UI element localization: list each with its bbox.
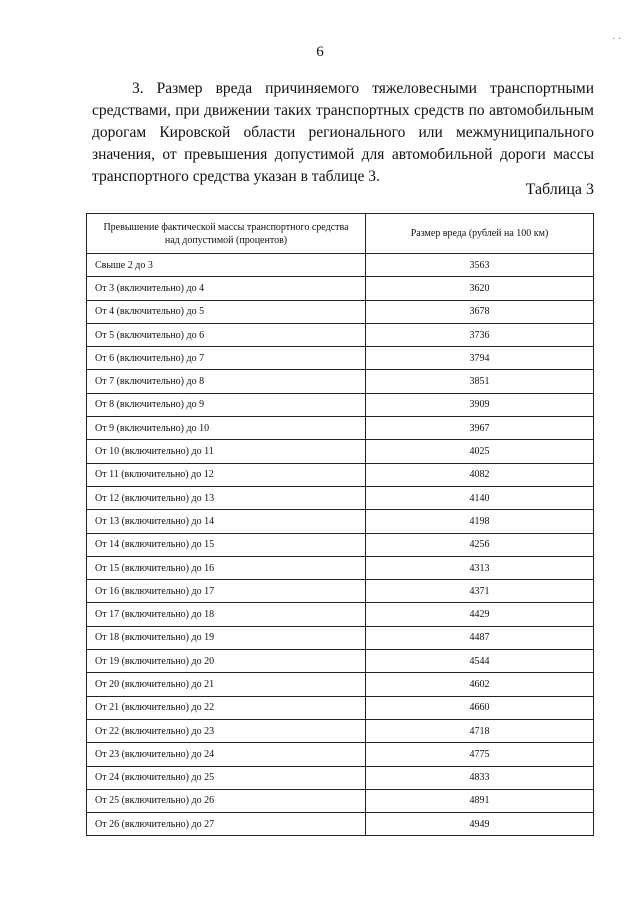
table-row [87, 813, 594, 836]
row-value: 3678 [366, 300, 594, 323]
row-value: 4718 [366, 719, 594, 742]
table-caption: Таблица 3 [525, 181, 594, 198]
table-row [87, 766, 594, 789]
table-row [87, 510, 594, 533]
row-range: От 8 (включительно) до 9 [87, 393, 366, 416]
row-range: Свыше 2 до 3 [87, 254, 366, 277]
row-range: От 19 (включительно) до 20 [87, 650, 366, 673]
row-range: От 4 (включительно) до 5 [87, 300, 366, 323]
row-range: От 20 (включительно) до 21 [87, 673, 366, 696]
row-value: 4198 [366, 510, 594, 533]
row-value: 4371 [366, 580, 594, 603]
row-value: 4660 [366, 696, 594, 719]
row-value: 4487 [366, 626, 594, 649]
row-value: 3620 [366, 277, 594, 300]
row-range: От 25 (включительно) до 26 [87, 789, 366, 812]
row-value: 4544 [366, 650, 594, 673]
table-row [87, 743, 594, 766]
row-range: От 15 (включительно) до 16 [87, 556, 366, 579]
row-value: 3736 [366, 323, 594, 346]
header-damage-amount: Размер вреда (рублей на 100 км) [366, 214, 594, 254]
table-row [87, 300, 594, 323]
table-row [87, 277, 594, 300]
row-value: 4602 [366, 673, 594, 696]
row-range: От 11 (включительно) до 12 [87, 463, 366, 486]
row-range: От 21 (включительно) до 22 [87, 696, 366, 719]
table-row [87, 626, 594, 649]
row-range: От 26 (включительно) до 27 [87, 813, 366, 836]
row-range: От 9 (включительно) до 10 [87, 417, 366, 440]
table-row [87, 603, 594, 626]
scan-mark: · · [612, 34, 622, 45]
table-header-row [87, 214, 594, 254]
table-row [87, 254, 594, 277]
row-value: 3851 [366, 370, 594, 393]
row-value: 4949 [366, 813, 594, 836]
row-value: 4833 [366, 766, 594, 789]
table-row [87, 673, 594, 696]
row-range: От 18 (включительно) до 19 [87, 626, 366, 649]
row-range: От 14 (включительно) до 15 [87, 533, 366, 556]
row-value: 4256 [366, 533, 594, 556]
row-value: 4025 [366, 440, 594, 463]
row-value: 4082 [366, 463, 594, 486]
row-value: 3563 [366, 254, 594, 277]
row-value: 4313 [366, 556, 594, 579]
page-number: 6 [316, 44, 324, 60]
table-row [87, 719, 594, 742]
row-range: От 16 (включительно) до 17 [87, 580, 366, 603]
table-row [87, 789, 594, 812]
row-range: От 13 (включительно) до 14 [87, 510, 366, 533]
table-row [87, 556, 594, 579]
table-row [87, 370, 594, 393]
damage-table [86, 213, 594, 836]
row-range: От 6 (включительно) до 7 [87, 347, 366, 370]
row-range: От 3 (включительно) до 4 [87, 277, 366, 300]
row-range: От 23 (включительно) до 24 [87, 743, 366, 766]
table-row [87, 393, 594, 416]
row-range: От 5 (включительно) до 6 [87, 323, 366, 346]
row-range: От 22 (включительно) до 23 [87, 719, 366, 742]
row-range: От 24 (включительно) до 25 [87, 766, 366, 789]
body-paragraph: 3. Размер вреда причиняемого тяжеловесными транспортными средствами, при движении таких транспортных средств по автомобильным дорогам Кировской области регионального или межмуниципального значения, от превышения допустимой для автомобильной дороги массы транспортного средства указан в таблице 3. [92, 80, 594, 185]
table-row [87, 533, 594, 556]
row-range: От 7 (включительно) до 8 [87, 370, 366, 393]
table-body [87, 254, 594, 836]
row-value: 4140 [366, 486, 594, 509]
row-value: 4775 [366, 743, 594, 766]
row-range: От 12 (включительно) до 13 [87, 486, 366, 509]
row-range: От 17 (включительно) до 18 [87, 603, 366, 626]
row-value: 4891 [366, 789, 594, 812]
table-row [87, 347, 594, 370]
table-row [87, 486, 594, 509]
table-row [87, 696, 594, 719]
header-mass-excess: Превышение фактической массы транспортного средства над допустимой (процентов) [87, 214, 366, 254]
table-row [87, 580, 594, 603]
table-row [87, 440, 594, 463]
row-range: От 10 (включительно) до 11 [87, 440, 366, 463]
row-value: 3909 [366, 393, 594, 416]
table-row [87, 650, 594, 673]
row-value: 3794 [366, 347, 594, 370]
row-value: 3967 [366, 417, 594, 440]
table-row [87, 463, 594, 486]
row-value: 4429 [366, 603, 594, 626]
table-row [87, 323, 594, 346]
table-row [87, 417, 594, 440]
